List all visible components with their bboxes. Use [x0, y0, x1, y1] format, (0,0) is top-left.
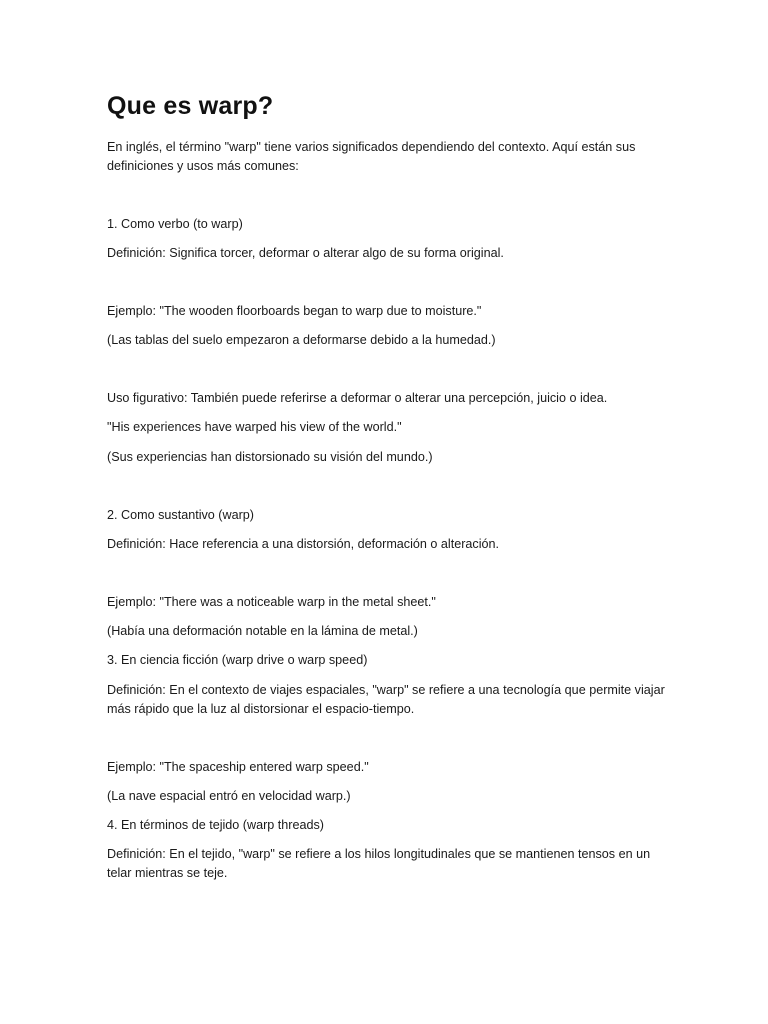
- section-heading-weaving: 4. En términos de tejido (warp threads): [107, 818, 324, 832]
- translation-noun: (Había una deformación notable en la lámina de metal.): [107, 624, 418, 638]
- section-heading-noun: 2. Como sustantivo (warp): [107, 508, 254, 522]
- definition-weaving: Definición: En el tejido, "warp" se refiere a los hilos longitudinales que se mantienen tensos en un telar mientras se teje.: [107, 847, 651, 880]
- definition-verb: Definición: Significa torcer, deformar o alterar algo de su forma original.: [107, 246, 504, 260]
- section-heading-scifi: 3. En ciencia ficción (warp drive o warp speed): [107, 653, 368, 667]
- example-noun: Ejemplo: "There was a noticeable warp in the metal sheet.": [107, 595, 436, 609]
- translation-scifi: (La nave espacial entró en velocidad warp.): [107, 789, 351, 803]
- intro-paragraph: En inglés, el término "warp" tiene varios significados dependiendo del contexto. Aquí están sus definiciones y usos más comunes:: [107, 140, 636, 173]
- translation-verb: (Las tablas del suelo empezaron a deformarse debido a la humedad.): [107, 333, 496, 347]
- definition-noun: Definición: Hace referencia a una distorsión, deformación o alteración.: [107, 537, 500, 551]
- section-heading-verb: 1. Como verbo (to warp): [107, 217, 243, 231]
- translation-figurative: (Sus experiencias han distorsionado su visión del mundo.): [107, 450, 433, 464]
- example-verb: Ejemplo: "The wooden floorboards began to warp due to moisture.": [107, 304, 482, 318]
- example-scifi: Ejemplo: "The spaceship entered warp speed.": [107, 760, 369, 774]
- example-figurative: "His experiences have warped his view of the world.": [107, 420, 402, 434]
- figurative-use: Uso figurativo: También puede referirse a deformar o alterar una percepción, juicio o idea.: [107, 391, 608, 405]
- definition-scifi: Definición: En el contexto de viajes espaciales, "warp" se refiere a una tecnología que permite viajar más rápido que la luz al distorsionar el espacio-tiempo.: [107, 683, 665, 716]
- page-title: Que es warp?: [107, 92, 274, 120]
